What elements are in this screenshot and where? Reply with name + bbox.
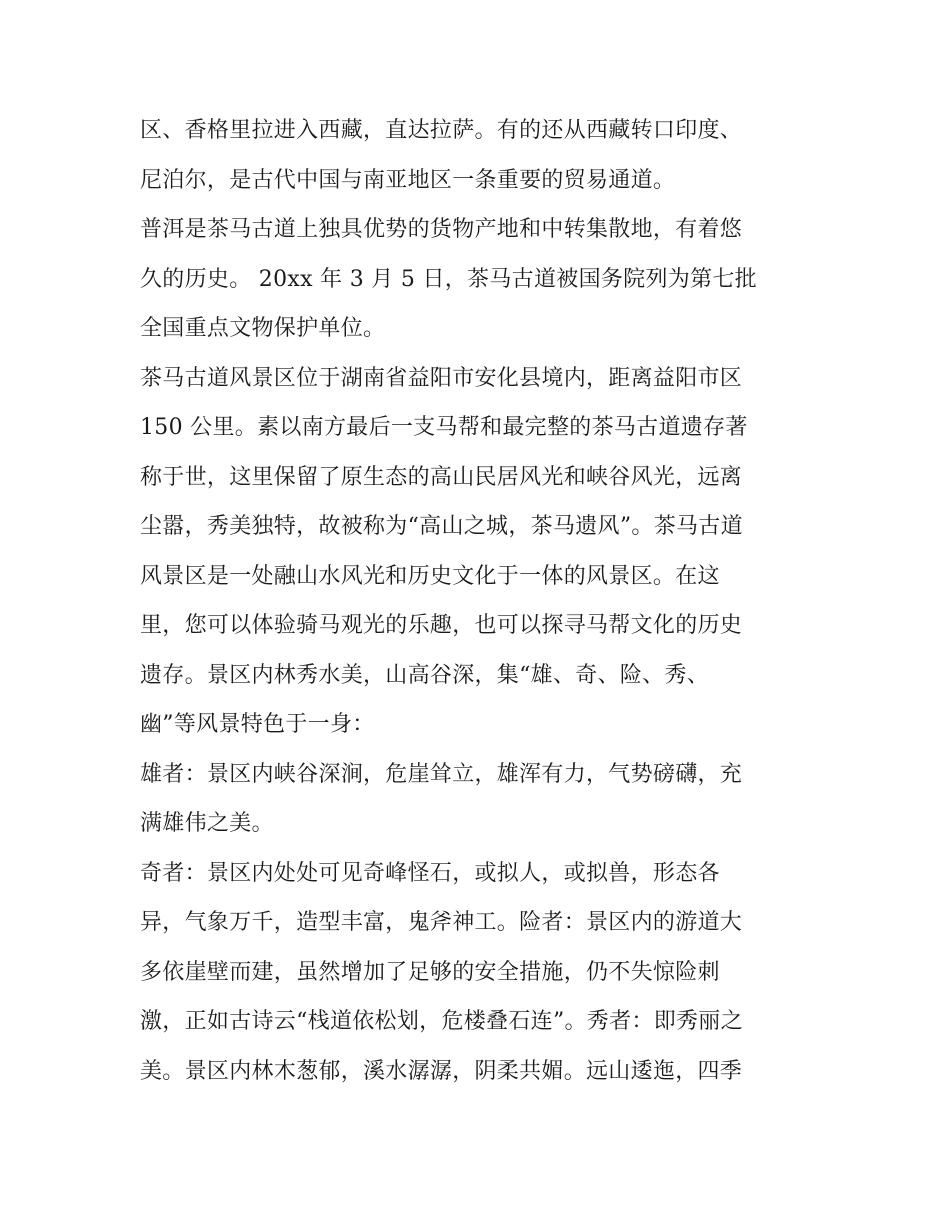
text-line: 里，您可以体验骑马观光的乐趣，也可以探寻马帮文化的历史 bbox=[140, 613, 743, 638]
text-line: 满雄伟之美。 bbox=[140, 811, 274, 836]
text-line: 尼泊尔，是古代中国与南亚地区一条重要的贸易通道。 bbox=[140, 167, 676, 193]
text-line: 奇者：景区内处处可见奇峰怪石，或拟人，或拟兽，形态各 bbox=[140, 860, 720, 886]
text-line: 称于世，这里保留了原生态的高山民居风光和峡谷风光，远离 bbox=[140, 464, 743, 490]
text-line: 异，气象万千，造型丰富，鬼斧神工。险者：景区内的游道大 bbox=[140, 910, 743, 935]
text-line: 久的历史。 20xx 年 3 月 5 日，茶马古道被国务院列为第七批 bbox=[140, 266, 757, 292]
text-line: 风景区是一处融山水风光和历史文化于一体的风景区。在这 bbox=[140, 563, 720, 589]
text-line: 激，正如古诗云“栈道依松划，危楼叠石连”。秀者：即秀丽之 bbox=[140, 1009, 743, 1034]
text-line: 遗存。景区内林秀水美，山高谷深，集“雄、奇、险、秀、 bbox=[140, 662, 710, 688]
text-line: 幽”等风景特色于一身： bbox=[140, 712, 375, 737]
text-line: 多依崖壁而建，虽然增加了足够的安全措施，仍不失惊险刺 bbox=[140, 959, 720, 985]
text-line: 全国重点文物保护单位。 bbox=[140, 316, 386, 341]
text-line: 普洱是茶马古道上独具优势的货物产地和中转集散地，有着悠 bbox=[140, 217, 743, 242]
text-line: 雄者：景区内峡谷深涧，危崖耸立，雄浑有力，气势磅礴，充 bbox=[140, 761, 743, 787]
text-line: 美。景区内林木葱郁，溪水潺潺，阴柔共媚。远山逶迤，四季 bbox=[140, 1058, 743, 1084]
text-line: 区、香格里拉进入西藏，直达拉萨。有的还从西藏转口印度、 bbox=[140, 118, 743, 143]
text-line: 150 公里。素以南方最后一支马帮和最完整的茶马古道遗存著 bbox=[140, 415, 748, 440]
text-line: 尘嚣，秀美独特，故被称为“高山之城，茶马遗风”。茶马古道 bbox=[140, 514, 743, 539]
document-body bbox=[140, 106, 820, 1096]
text-line: 茶马古道风景区位于湖南省益阳市安化县境内，距离益阳市区 bbox=[140, 365, 743, 391]
